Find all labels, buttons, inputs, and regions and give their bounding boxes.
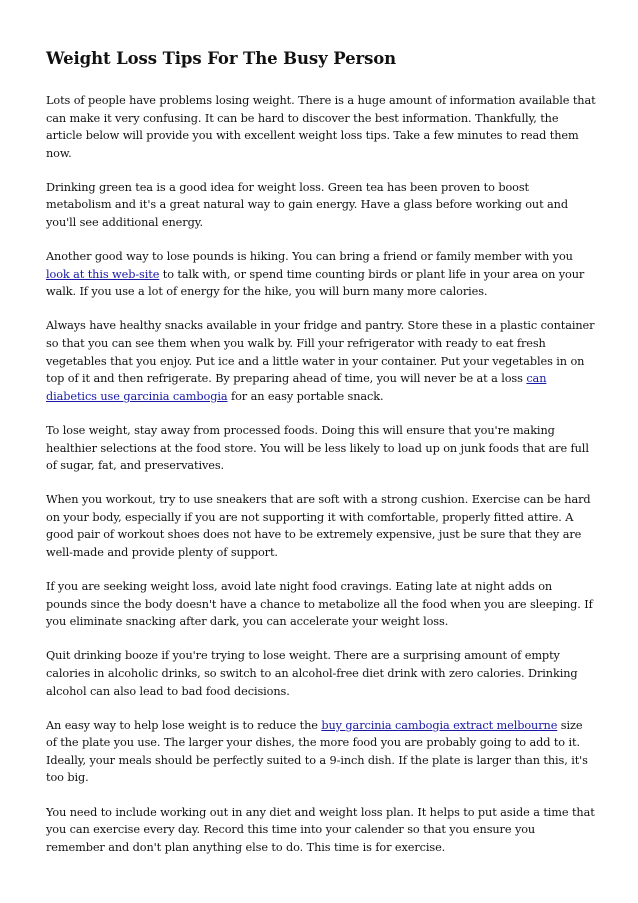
paragraph-text: Another good way to lose pounds is hiking. You can bring a friend or family member with you bbox=[46, 250, 573, 264]
inline-link[interactable]: buy garcinia cambogia extract melbourne bbox=[321, 718, 558, 732]
paragraph bbox=[46, 647, 596, 700]
paragraph bbox=[46, 317, 596, 405]
document-page bbox=[46, 48, 596, 873]
paragraph-text: Quit drinking booze if you're trying to lose weight. There are a surprising amount of empty calories in alcoholic drinks, so switch to an alcohol-free diet drink with zero calories. Drinking alcohol can also lead to bad food decisions. bbox=[46, 649, 578, 698]
paragraph bbox=[46, 491, 596, 561]
paragraph-text: for an easy portable snack. bbox=[227, 389, 384, 403]
paragraph-text: When you workout, try to use sneakers that are soft with a strong cushion. Exercise can be hard on your body, especially if you are not supporting it with comfortable, properly fitted attire. A good pair of workout shoes does not have to be extremely expensive, just be sure that they are well-made and provide plenty of support. bbox=[46, 493, 591, 559]
paragraph bbox=[46, 717, 596, 787]
paragraph-text: To lose weight, stay away from processed foods. Doing this will ensure that you're making healthier selections at the food store. You will be less likely to load up on junk foods that are full of sugar, fat, and preservatives. bbox=[46, 423, 589, 473]
paragraph bbox=[46, 248, 596, 301]
paragraph bbox=[46, 92, 596, 162]
paragraph-text: You need to include working out in any diet and weight loss plan. It helps to put aside a time that you can exercise every day. Record this time into your calender so that you ensure you remember and don't plan anything else to do. This time is for exercise. bbox=[46, 805, 595, 854]
paragraph-text: to talk with, or spend time counting birds or plant life in your area on your walk. If you use a lot of energy for the hike, you will burn many more calories. bbox=[46, 267, 585, 299]
inline-link[interactable]: can diabetics use garcinia cambogia bbox=[46, 372, 547, 403]
paragraph-text: An easy way to help lose weight is to reduce the bbox=[46, 718, 322, 732]
paragraph-text: Always have healthy snacks available in your fridge and pantry. Store these in a plastic container so that you can see them when you walk by. Fill your refrigerator with ready to eat fresh vegetables that you enjoy. Put ice and a little water in your container. Put your vegetables in on top of it and then refrigerate. By preparing ahead of time, you will never be at a loss bbox=[46, 319, 595, 386]
paragraph bbox=[46, 422, 596, 475]
page-title: Weight Loss Tips For The Busy Person bbox=[46, 49, 397, 68]
paragraph bbox=[46, 578, 596, 631]
paragraph bbox=[46, 804, 596, 857]
paragraph bbox=[46, 179, 596, 232]
paragraph-text: Drinking green tea is a good idea for weight loss. Green tea has been proven to boost metabolism and it's a great natural way to gain energy. Have a glass before working out and you'll see additional energy. bbox=[46, 180, 568, 230]
article-body bbox=[46, 92, 596, 856]
inline-link[interactable]: look at this web-site bbox=[46, 267, 160, 281]
paragraph-text: If you are seeking weight loss, avoid late night food cravings. Eating late at night adds on pounds since the body doesn't have a chance to metabolize all the food when you are sleeping. If you eliminate snacking after dark, you can accelerate your weight loss. bbox=[46, 580, 593, 629]
paragraph-text: Lots of people have problems losing weight. There is a huge amount of information available that can make it very confusing. It can be hard to discover the best information. Thankfully, the article below will provide you with excellent weight loss tips. Take a few minutes to read them now. bbox=[46, 94, 596, 160]
paragraph-text: size of the plate you use. The larger your dishes, the more food you are probably going to add to it. Ideally, your meals should be perfectly suited to a 9-inch dish. If the plate is larger than this, it's too big. bbox=[46, 718, 588, 785]
